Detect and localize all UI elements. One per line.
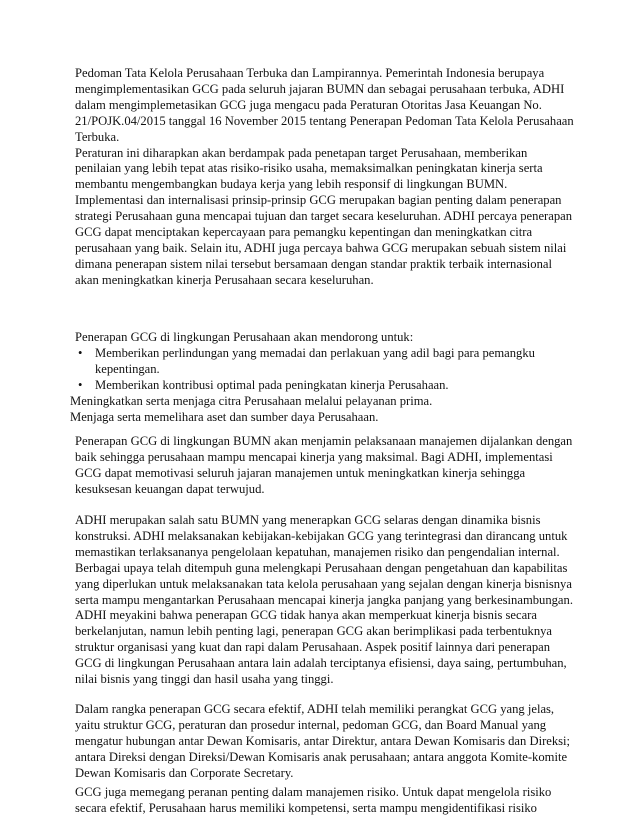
bullet-list [75, 346, 575, 394]
paragraph: Implementasi dan internalisasi prinsip-prinsip GCG merupakan bagian penting dalam penerapan strategi Perusahaan guna mencapai tujuan dan target secara keseluruhan. ADHI percaya penerapan GCG dapat menciptakan kepercayaan para pemangku kepentingan dan meningkatkan citra perusahaan yang baik. Selain itu, ADHI juga percaya bahwa GCG merupakan sebuah sistem nilai dimana penerapan sistem nilai tersebut bersamaan dengan standar praktik terbaik internasional akan meningkatkan kinerja Perusahaan secara keseluruhan. [75, 193, 572, 287]
paragraph-block-1 [75, 66, 575, 289]
paragraph: ADHI meyakini bahwa penerapan GCG tidak hanya akan memperkuat kinerja bisnis secara berkelanjutan, namun lebih penting lagi, penerapan GCG akan berimplikasi pada terbentuknya struktur organisasi yang kuat dan rapi dalam Perusahaan. Aspek positif lainnya dari penerapan GCG di lingkungan Perusahaan antara lain adalah terciptanya efisiensi, daya saing, pertumbuhan, nilai bisnis yang tinggi dan hasil usaha yang tinggi. [75, 608, 567, 687]
list-item: • Memberikan perlindungan yang memadai dan perlakuan yang adil bagi para pemangku kepentingan. [78, 345, 535, 376]
list-item: • Memberikan kontribusi optimal pada peningkatan kinerja Perusahaan. [78, 377, 449, 392]
paragraph: GCG juga memegang peranan penting dalam manajemen risiko. Untuk dapat mengelola risiko secara efektif, Perusahaan harus memiliki kompetensi, serta mampu mengidentifikasi risiko [75, 785, 552, 815]
paragraph-block-8 [75, 785, 575, 817]
bullet-icon: • [78, 345, 83, 360]
flush-lines [70, 394, 575, 426]
bullet-icon: • [78, 377, 83, 392]
paragraph: Penerapan GCG di lingkungan BUMN akan menjamin pelaksanaan manajemen dijalankan dengan baik sehingga perusahaan mampu mencapai kinerja yang maksimal. Bagi ADHI, implementasi GCG dapat memotivasi seluruh jajaran manajemen untuk meningkatkan kinerja sehingga kesuksesan keuangan dapat terwujud. [75, 434, 573, 496]
paragraph: Dalam rangka penerapan GCG secara efektif, ADHI telah memiliki perangkat GCG yang jelas, yaitu struktur GCG, peraturan dan prosedur internal, pedoman GCG, dan Board Manual yang mengatur hubungan antar Dewan Komisaris, antar Direktur, antara Dewan Komisaris dan Direksi; antara Direksi dengan Direksi/Dewan Komisaris anak perusahaan; antara anggota Komite-komite Dewan Komisaris dan Corporate Secretary. [75, 702, 571, 780]
list-section [75, 330, 575, 394]
paragraph: Menjaga serta memelihara aset dan sumber daya Perusahaan. [70, 409, 379, 424]
list-intro: Penerapan GCG di lingkungan Perusahaan akan mendorong untuk: [75, 330, 414, 344]
paragraph: Peraturan ini diharapkan akan berdampak pada penetapan target Perusahaan, memberikan penilaian yang lebih tepat atas risiko-risiko usaha, memaksimalkan peningkatan kinerja serta membantu mengembangkan budaya kerja yang lebih responsif di lingkungan BUMN. [75, 145, 543, 192]
paragraph-block-7 [75, 702, 575, 782]
paragraph-block-5 [75, 513, 575, 688]
paragraph: ADHI merupakan salah satu BUMN yang menerapkan GCG selaras dengan dinamika bisnis konstruksi. ADHI melaksanakan kebijakan-kebijakan GCG yang terintegrasi dan dirancang untuk memastikan terlaksananya pengelolaan kepatuhan, manajemen risiko dan pengendalian internal. Berbagai upaya telah ditempuh guna melengkapi Perusahaan dengan pengetahuan dan kapabilitas yang diperlukan untuk melaksanakan tata kelola perusahaan yang sejalan dengan kinerja bisnisnya serta mampu mengantarkan Perusahaan mencapai kinerja jangka panjang yang berkesinambungan. [75, 513, 573, 607]
paragraph: Pedoman Tata Kelola Perusahaan Terbuka dan Lampirannya. Pemerintah Indonesia berupaya mengimplementasikan GCG pada seluruh jajaran BUMN dan sebagai perusahaan terbuka, ADHI dalam mengimplemetasikan GCG juga mengacu pada Peraturan Otoritas Jasa Keuangan No. 21/POJK.04/2015 tanggal 16 November 2015 tentang Penerapan Pedoman Tata Kelola Perusahaan Terbuka. [75, 66, 574, 144]
paragraph: Meningkatkan serta menjaga citra Perusahaan melalui pelayanan prima. [70, 394, 433, 408]
paragraph-block-4 [75, 434, 575, 498]
